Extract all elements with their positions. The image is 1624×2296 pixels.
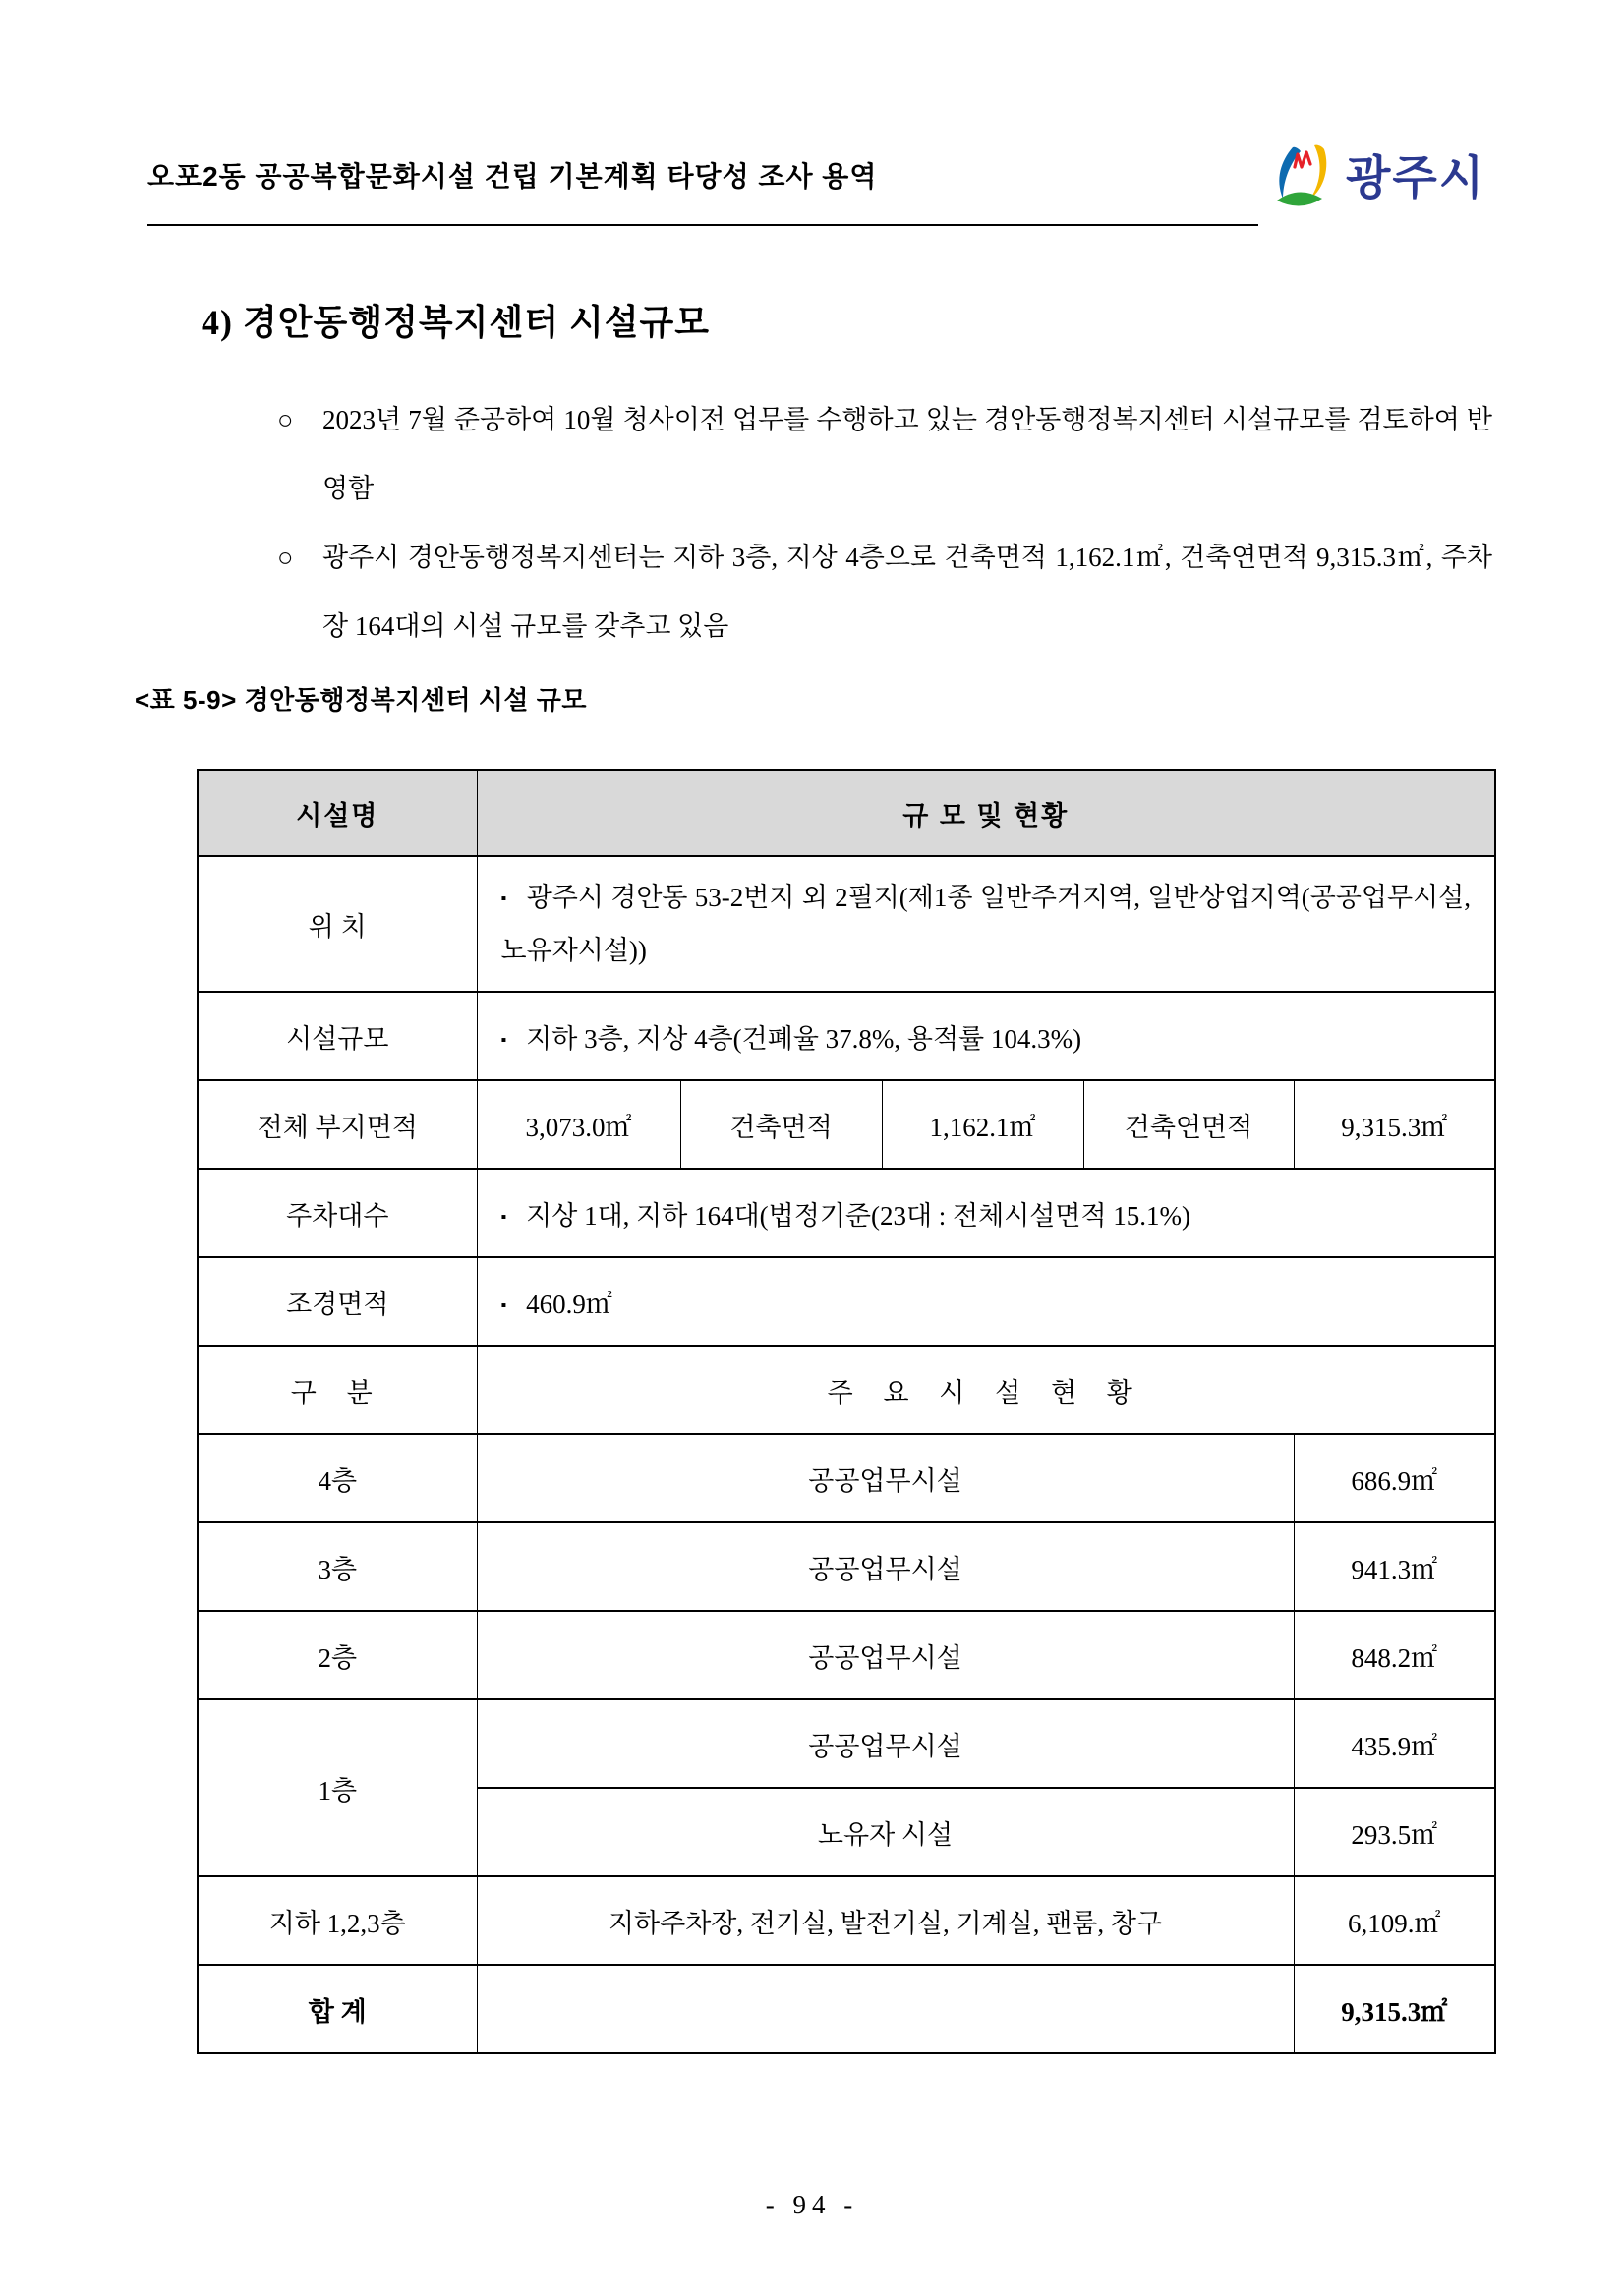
division-label: 구 분 (198, 1346, 477, 1434)
table-row-floor-2 (198, 1611, 1495, 1699)
document-header-title: 오포2동 공공복합문화시설 건립 기본계획 타당성 조사 용역 (147, 161, 878, 192)
table-row-site-area (198, 1080, 1495, 1169)
table-caption: <표 5-9> 경안동행정복지센터 시설 규모 (135, 685, 587, 715)
floor-area: 293.5㎡ (1294, 1788, 1495, 1876)
square-bullet-icon: ▪ (500, 1208, 507, 1226)
floor-label: 3층 (198, 1522, 477, 1611)
circle-bullet-icon: ○ (277, 543, 294, 572)
row-label: 전체 부지면적 (198, 1080, 477, 1169)
section-heading: 4) 경안동행정복지센터 시설규모 (202, 303, 711, 342)
scale-value: 지하 3층, 지상 4층(건폐율 37.8%, 용적률 104.3%) (526, 1023, 1082, 1054)
floor-area: 686.9㎡ (1294, 1434, 1495, 1522)
bullet-paragraph (277, 523, 1492, 660)
row-label: 주차대수 (198, 1169, 477, 1257)
floor-label: 2층 (198, 1611, 477, 1699)
table-row-basement (198, 1876, 1495, 1965)
building-area-value: 1,162.1㎡ (882, 1080, 1083, 1169)
table-row-floor-3 (198, 1522, 1495, 1611)
bullet-paragraph (277, 385, 1492, 523)
floor-area: 941.3㎡ (1294, 1522, 1495, 1611)
parking-value-cell (477, 1169, 1495, 1257)
floor-use: 공공업무시설 (477, 1699, 1294, 1788)
floor-use: 공공업무시설 (477, 1522, 1294, 1611)
floor-area: 6,109.㎡ (1294, 1876, 1495, 1965)
floor-area: 435.9㎡ (1294, 1699, 1495, 1788)
header-cell-facility-name: 시설명 (198, 770, 477, 856)
floor-use: 지하주차장, 전기실, 발전기실, 기계실, 팬룸, 창구 (477, 1876, 1294, 1965)
landscape-value: 460.9㎡ (526, 1289, 612, 1319)
location-text (501, 872, 1472, 976)
gwangju-city-logo-icon (1271, 144, 1332, 210)
gross-floor-area-label: 건축연면적 (1083, 1080, 1294, 1169)
table-row-floor-4 (198, 1434, 1495, 1522)
table-row-landscape (198, 1257, 1495, 1346)
square-bullet-icon: ▪ (500, 1031, 507, 1049)
parking-value: 지상 1대, 지하 164대(법정기준(23대 : 전체시설면적 15.1%) (526, 1200, 1191, 1231)
gross-floor-area-value: 9,315.3㎡ (1294, 1080, 1495, 1169)
table-row-division-header (198, 1346, 1495, 1434)
table-header-row (198, 770, 1495, 856)
floor-label: 4층 (198, 1434, 477, 1522)
table-row-total (198, 1965, 1495, 2053)
total-area: 9,315.3㎡ (1294, 1965, 1495, 2053)
floor-label: 1층 (198, 1699, 477, 1876)
bullet-text: 광주시 경안동행정복지센터는 지하 3층, 지상 4층으로 건축면적 1,162.1㎡, 건축연면적 9,315.3㎡, 주차장 164대의 시설 규모를 갖추고 있음 (322, 543, 1492, 641)
table-row-location (198, 856, 1495, 992)
building-area-label: 건축면적 (680, 1080, 882, 1169)
page-number: - 94 - (765, 2190, 859, 2219)
circle-bullet-icon: ○ (277, 405, 294, 434)
location-value-cell (477, 856, 1495, 992)
header-cell-scale-status: 규 모 및 현황 (477, 770, 1495, 856)
row-label: 시설규모 (198, 992, 477, 1080)
table-row-floor-1a (198, 1699, 1495, 1788)
floor-use: 공공업무시설 (477, 1434, 1294, 1522)
gwangju-city-logo-text: 광주시 (1346, 150, 1486, 203)
scale-value-cell (477, 992, 1495, 1080)
floor-use: 공공업무시설 (477, 1611, 1294, 1699)
square-bullet-icon: ▪ (500, 1296, 507, 1314)
row-label: 조경면적 (198, 1257, 477, 1346)
header-divider (147, 224, 1258, 226)
row-label: 위 치 (198, 856, 477, 992)
location-value: 광주시 경안동 53-2번지 외 2필지(제1종 일반주거지역, 일반상업지역(공공업무시설, 노유자시설)) (500, 883, 1472, 965)
floor-area: 848.2㎡ (1294, 1611, 1495, 1699)
site-area-value: 3,073.0㎡ (477, 1080, 680, 1169)
gwangju-city-logo (1271, 144, 1485, 210)
total-label: 합 계 (198, 1965, 477, 2053)
bullet-text: 2023년 7월 준공하여 10월 청사이전 업무를 수행하고 있는 경안동행정복지센터 시설규모를 검토하여 반영함 (322, 405, 1492, 503)
landscape-value-cell (477, 1257, 1495, 1346)
division-title: 주 요 시 설 현 황 (477, 1346, 1495, 1434)
square-bullet-icon: ▪ (500, 890, 507, 907)
floor-use: 노유자 시설 (477, 1788, 1294, 1876)
floor-label: 지하 1,2,3층 (198, 1876, 477, 1965)
table-row-scale (198, 992, 1495, 1080)
total-empty-cell (477, 1965, 1294, 2053)
facility-size-table (197, 769, 1496, 2054)
table-row-parking (198, 1169, 1495, 1257)
